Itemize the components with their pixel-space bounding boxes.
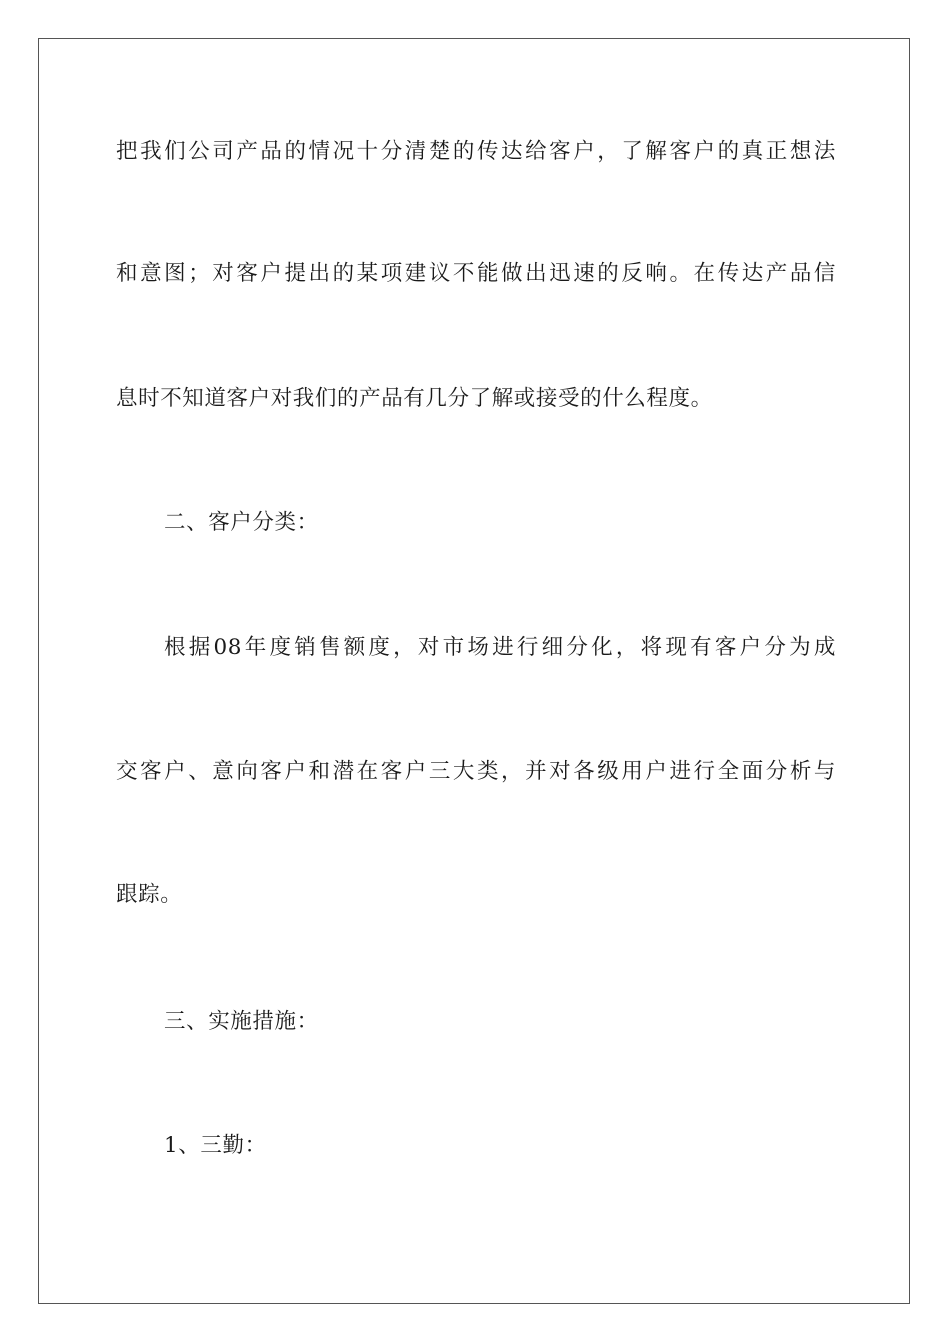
paragraph-line: 息时不知道客户对我们的产品有几分了解或接受的什么程度。 xyxy=(116,386,713,411)
section-heading: 二、客户分类： xyxy=(164,510,319,535)
paragraph-line: 把我们公司产品的情况十分清楚的传达给客户，了解客户的真正想法 xyxy=(116,139,836,164)
page-border xyxy=(38,38,910,1304)
paragraph-line: 交客户、意向客户和潜在客户三大类，并对各级用户进行全面分析与 xyxy=(116,759,836,784)
section-heading: 三、实施措施： xyxy=(164,1009,319,1034)
paragraph-line: 和意图；对客户提出的某项建议不能做出迅速的反响。在传达产品信 xyxy=(116,261,836,286)
subsection-heading: 1、三勤： xyxy=(164,1133,267,1158)
paragraph-line: 根据08年度销售额度，对市场进行细分化，将现有客户分为成 xyxy=(164,635,836,660)
paragraph-line: 跟踪。 xyxy=(116,882,183,907)
